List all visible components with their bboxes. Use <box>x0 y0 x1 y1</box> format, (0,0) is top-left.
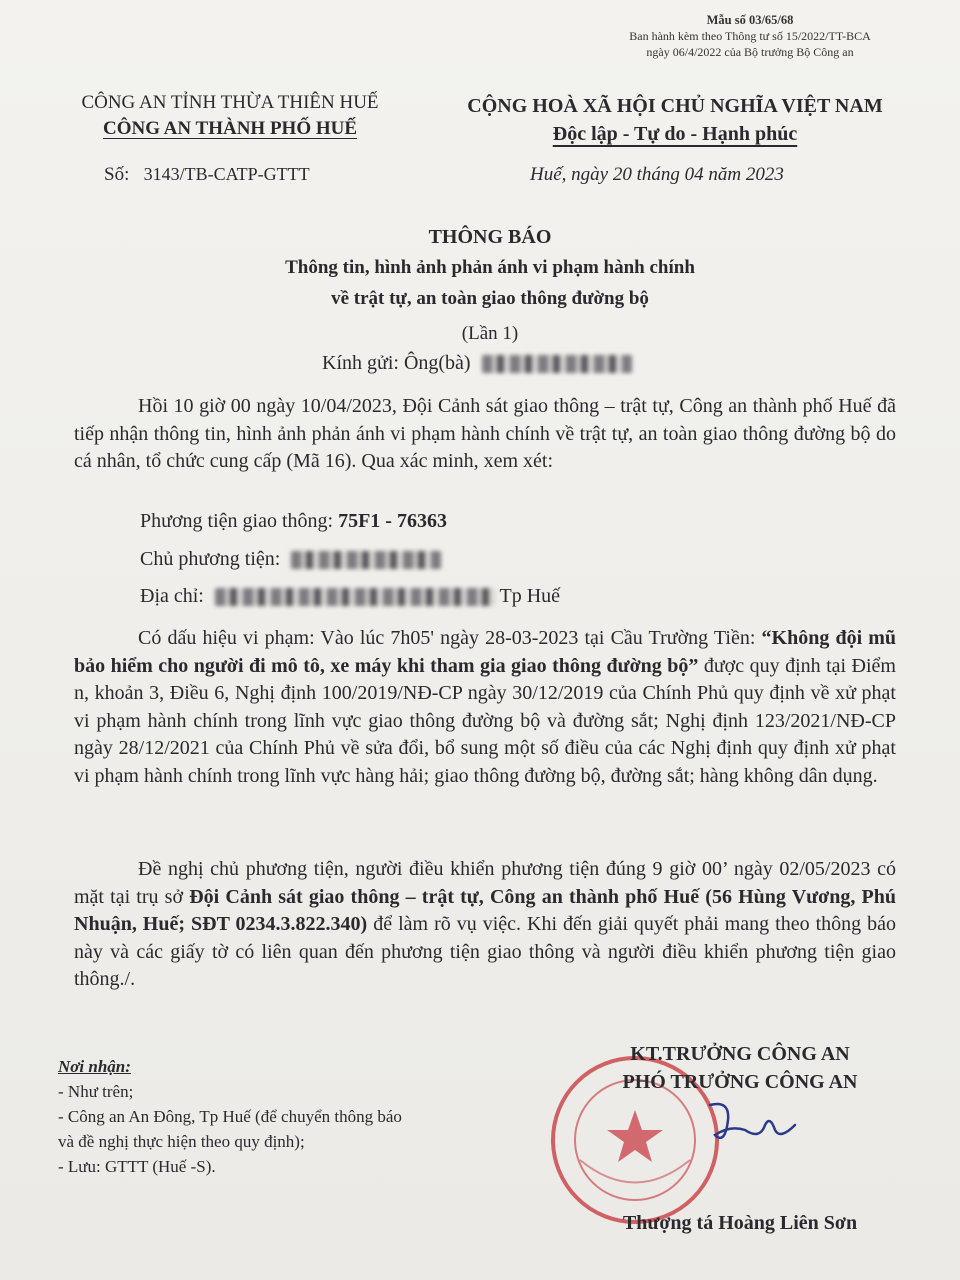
owner-label: Chủ phương tiện: <box>140 548 281 570</box>
body-paragraph-1: Hồi 10 giờ 00 ngày 10/04/2023, Đội Cảnh sát giao thông – trật tự, Công an thành phố Huế đã tiếp nhận thông tin, hình ảnh phản ánh vi phạm hành chính về trật tự, an toàn giao thông đường bộ do cá nhân, tổ chức cung cấp (Mã 16). Qua xác minh, xem xét: <box>74 395 896 472</box>
agency-parent: CÔNG AN TỈNH THỪA THIÊN HUẾ <box>81 92 379 113</box>
signature-title-2: PHÓ TRƯỞNG CÔNG AN <box>622 1071 858 1093</box>
body-paragraph-3 <box>74 856 896 994</box>
recipients-list <box>58 1054 402 1179</box>
vehicle-label: Phương tiện giao thông: <box>140 510 334 532</box>
document-number <box>104 164 310 186</box>
notice-round: (Lần 1) <box>461 323 519 344</box>
form-number: Mẫu số 03/65/68 <box>706 13 794 27</box>
document-number-value: 3143/TB-CATP-GTTT <box>143 164 310 184</box>
redacted-recipient <box>482 355 632 373</box>
recipient-label: Kính gửi: Ông(bà) <box>322 352 471 374</box>
redacted-owner <box>291 551 441 569</box>
summons-text: Đề nghị chủ phương tiện, người điều khiển phương tiện đúng 9 giờ 00’ ngày 02/05/2023 có mặt tại trụ sở <box>74 858 896 908</box>
address-field <box>140 585 560 608</box>
nation-name: CỘNG HOÀ XÃ HỘI CHỦ NGHĨA VIỆT NAM <box>467 95 883 117</box>
document-title: THÔNG BÁO <box>428 226 552 248</box>
agency-name: CÔNG AN THÀNH PHỐ HUẾ <box>102 118 358 139</box>
signature-title-1: KT.TRƯỞNG CÔNG AN <box>630 1043 850 1065</box>
signer-name: Thượng tá Hoàng Liên Sơn <box>622 1212 858 1234</box>
document-subtitle-2: về trật tự, an toàn giao thông đường bộ <box>331 288 649 309</box>
violation-lead: Có dấu hiệu vi phạm: Vào lúc 7h05' ngày 28-03-2023 tại Cầu Trường Tiền: <box>138 627 756 649</box>
form-issued-line2: ngày 06/4/2022 của Bộ trưởng Bộ Công an <box>646 45 854 59</box>
address-label: Địa chỉ: <box>140 585 204 607</box>
handwritten-signature-icon <box>700 1095 810 1155</box>
form-issued-line1: Ban hành kèm theo Thông tư số 15/2022/TT-BCA <box>629 29 871 43</box>
address-city: Tp Huế <box>499 585 561 607</box>
redacted-address <box>215 588 495 606</box>
recipient-line <box>322 352 632 375</box>
vehicle-plate: 75F1 - 76363 <box>338 510 447 532</box>
nation-header <box>430 92 920 148</box>
document-number-label: Số: <box>104 164 130 185</box>
recipients-item: và đề nghị thực hiện theo quy định); <box>58 1132 305 1151</box>
violation-legal-basis: được quy định tại Điểm n, khoản 3, Điều 6, Nghị định 100/2019/NĐ-CP ngày 30/12/2019 của Chính Phủ quy định về xử phạt vi phạm hành chính trong lĩnh vực giao thông đường bộ và đường sắt; Nghị định 123/2021/NĐ-CP ngày 28/12/2021 của Chính Phủ về sửa đổi, bổ sung một số điều của các Nghị định quy định xử phạt vi phạm hành chính trong lĩnh vực hàng hải; giao thông đường bộ, đường sắt; hàng không dân dụng. <box>74 654 896 787</box>
recipients-item: - Công an An Đông, Tp Huế (để chuyển thông báo <box>58 1107 402 1126</box>
recipients-heading: Nơi nhận: <box>58 1057 131 1076</box>
vehicle-field <box>140 510 447 533</box>
form-reference <box>560 12 940 60</box>
title-block <box>60 222 920 351</box>
owner-field <box>140 548 441 571</box>
document-subtitle-1: Thông tin, hình ảnh phản ánh vi phạm hành chính <box>285 257 695 278</box>
summons-location: Đội Cảnh sát giao thông – trật tự, Công an thành phố Huế (56 Hùng Vương, Phú Nhuận, Huế; SĐT 0234.3.822.340) <box>74 885 897 935</box>
body-paragraph-2 <box>74 625 896 790</box>
violation-description: “Không đội mũ bảo hiểm cho người đi mô tô, xe máy khi tham gia giao thông đường bộ” <box>74 627 897 677</box>
agency-header <box>40 90 420 142</box>
nation-motto: Độc lập - Tự do - Hạnh phúc <box>552 123 798 145</box>
recipients-item: - Như trên; <box>58 1082 134 1101</box>
signature-block <box>560 1040 920 1096</box>
summons-instructions: để làm rõ vụ việc. Khi đến giải quyết phải mang theo thông báo này và các giấy tờ có liên quan đến phương tiện giao thông và người điều khiển phương tiện giao thông./. <box>74 913 897 990</box>
recipients-item: - Lưu: GTTT (Huế -S). <box>58 1157 216 1176</box>
document-date: Huế, ngày 20 tháng 04 năm 2023 <box>530 164 784 185</box>
